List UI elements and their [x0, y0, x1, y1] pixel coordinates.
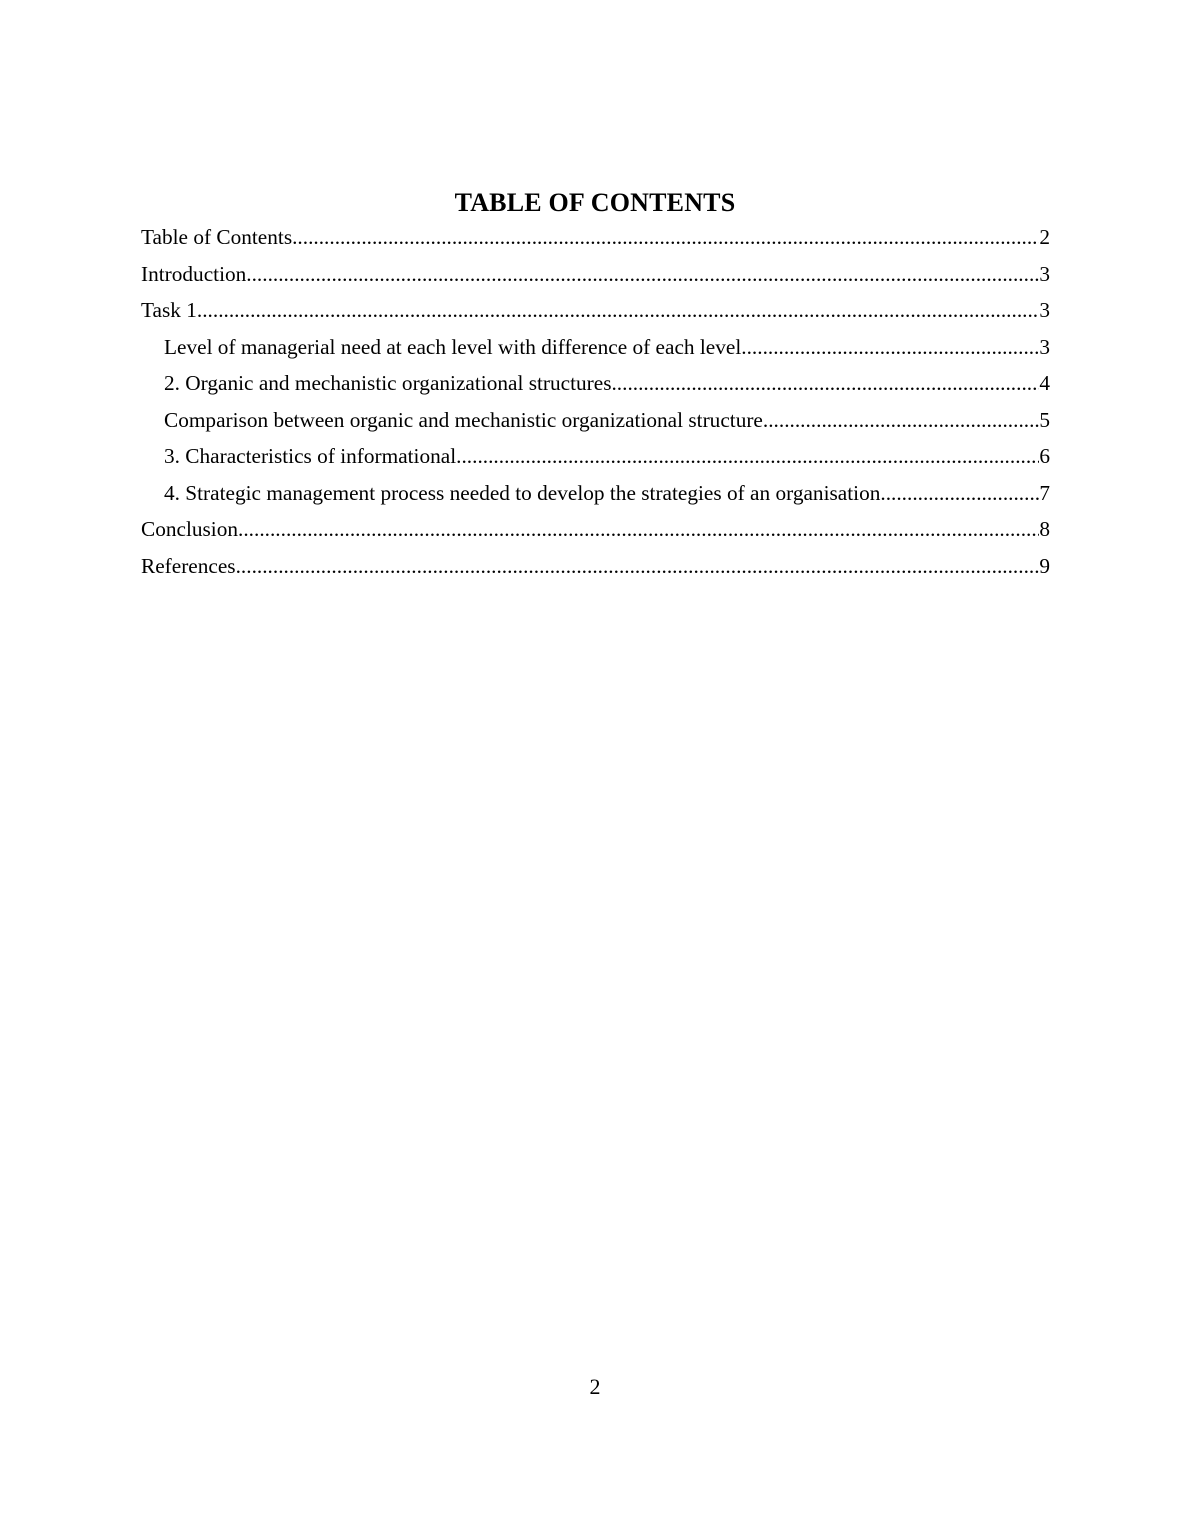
toc-leader-dots [236, 551, 1040, 581]
toc-entry-page: 9 [1039, 553, 1050, 578]
toc-entry-page: 4 [1039, 371, 1050, 395]
toc-leader-dots [197, 295, 1039, 325]
toc-leader-dots [238, 514, 1039, 544]
toc-entry-title: References [141, 553, 236, 578]
page-number: 2 [589, 1374, 601, 1399]
toc-entry-title: 4. Strategic management process needed to develop the strategies of an organisation [164, 480, 881, 505]
toc-entry-characteristics[interactable] [141, 441, 1050, 478]
toc-entry-references[interactable] [141, 551, 1050, 588]
toc-leader-dots [741, 332, 1039, 362]
toc-entry-title: Introduction [141, 261, 247, 286]
toc-entry-introduction[interactable] [141, 259, 1050, 296]
toc-entry-page: 7 [1039, 480, 1050, 505]
toc-entry-title: Table of Contents [141, 225, 293, 249]
toc-entry-title: 2. Organic and mechanistic organizational structures [164, 371, 612, 395]
toc-entry-title: Level of managerial need at each level with difference of each level [164, 334, 742, 359]
toc-leader-dots [763, 405, 1039, 435]
toc-entry-comparison[interactable] [141, 405, 1050, 442]
toc-leader-dots [611, 368, 1039, 398]
toc-entry-page: 6 [1039, 444, 1050, 468]
toc-entry-strategic-management[interactable] [141, 478, 1050, 515]
toc-entry-title: Task 1 [141, 298, 197, 322]
toc-entry-page: 2 [1039, 225, 1050, 249]
toc-entry-page: 8 [1039, 517, 1050, 541]
toc-entry-organic-mechanistic[interactable] [141, 368, 1050, 405]
toc-leader-dots [456, 441, 1039, 471]
toc-leader-dots [880, 478, 1039, 508]
toc-entry-table-of-contents[interactable] [141, 222, 1050, 259]
toc-entry-conclusion[interactable] [141, 514, 1050, 551]
toc-entry-title: Conclusion [141, 517, 239, 541]
toc-heading: TABLE OF CONTENTS [454, 188, 736, 217]
toc-entry-page: 3 [1039, 261, 1050, 286]
toc-entry-page: 3 [1039, 298, 1050, 322]
toc-entry-managerial-levels[interactable] [141, 332, 1050, 369]
toc-entry-task-1[interactable] [141, 295, 1050, 332]
toc-entry-page: 3 [1039, 334, 1050, 359]
toc-leader-dots [292, 222, 1039, 252]
toc-leader-dots [246, 259, 1039, 289]
toc-entry-title: 3. Characteristics of informational [164, 444, 457, 468]
toc-entry-page: 5 [1039, 407, 1050, 432]
toc-list [141, 222, 1050, 587]
toc-entry-title: Comparison between organic and mechanistic organizational structure [164, 407, 763, 432]
